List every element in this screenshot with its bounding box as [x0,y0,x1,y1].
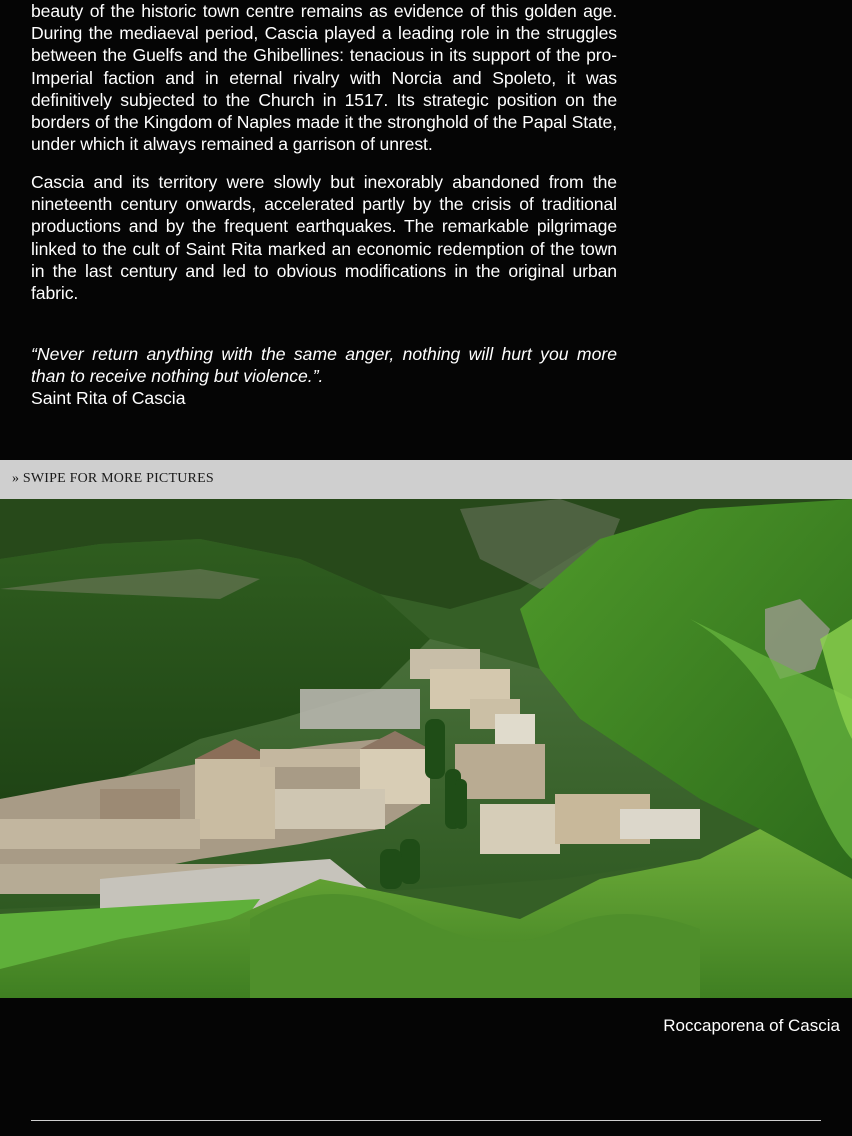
swipe-gallery-bar[interactable] [0,460,852,499]
history-paragraph-2: Cascia and its territory were slowly but inexorably abandoned from the nineteenth century onwards, accelerated partly by the crisis of traditional productions and by the frequent earthquakes. The remarkable pilgrimage linked to the cult of Saint Rita marked an economic redemption of the town in the last century and led to obvious modifications in the original urban fabric. [31,172,617,304]
divider-line [31,1120,821,1121]
quote-author: Saint Rita of Cascia [31,388,186,409]
quote-block [31,343,617,410]
photo-caption: Roccaporena of Cascia [663,1016,840,1035]
quote-text: “Never return anything with the same anger, nothing will hurt you more than to receive nothing but violence.”. [31,344,617,387]
history-paragraph-1: beauty of the historic town centre remains as evidence of this golden age. During the mediaeval period, Cascia played a leading role in the struggles between the Guelfs and the Ghibellines: tenacious in its support of the pro-Imperial faction and in eternal rivalry with Norcia and Spoleto, it was definitively subjected to the Church in 1517. Its strategic position on the borders of the Kingdom of Naples made it the stronghold of the Papal State, under which it always remained a garrison of unrest. [31,1,617,155]
landscape-photo [0,499,852,998]
gallery-photo[interactable] [0,499,852,998]
swipe-label[interactable]: » SWIPE FOR MORE PICTURES [12,471,214,486]
